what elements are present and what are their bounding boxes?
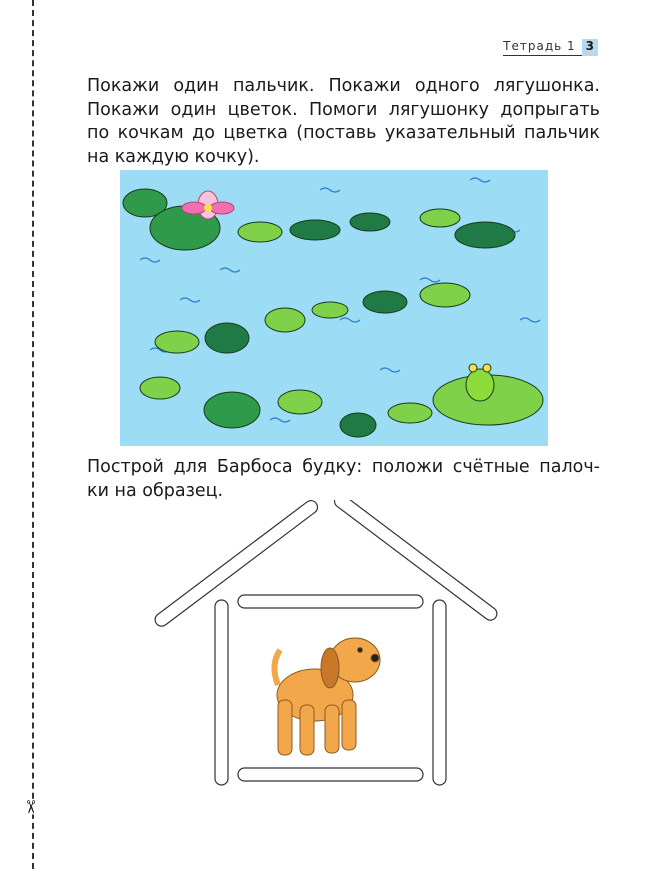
task1-text <box>87 75 600 169</box>
text-line: Построй для Барбоса будку: положи счётные палоч- <box>87 457 600 477</box>
text-line: Покажи один пальчик. Покажи одного лягушонка. <box>87 76 600 96</box>
page-header <box>503 39 598 56</box>
text-line: ки на образец. <box>87 480 224 501</box>
stick-bottom <box>238 768 423 781</box>
stick-right <box>433 600 446 785</box>
stick-roof-left <box>153 500 321 629</box>
task2-text <box>87 456 600 503</box>
stick-top <box>238 595 423 608</box>
scissors-icon: ✂ <box>19 799 41 815</box>
cut-line <box>32 0 34 869</box>
text-line: на каждую кочку). <box>87 146 260 167</box>
frog <box>466 364 494 401</box>
doghouse-template <box>150 500 510 800</box>
dog-illustration <box>274 638 380 755</box>
text-line: по кочкам до цветка (поставь указательный пальчик <box>87 123 600 143</box>
pond-illustration <box>120 170 548 446</box>
page-number: 3 <box>582 39 598 56</box>
workbook-title: Тетрадь 1 <box>503 39 582 56</box>
text-line: Покажи один цветок. Помоги лягушонку допрыгать <box>87 99 600 120</box>
stick-left <box>215 600 228 785</box>
